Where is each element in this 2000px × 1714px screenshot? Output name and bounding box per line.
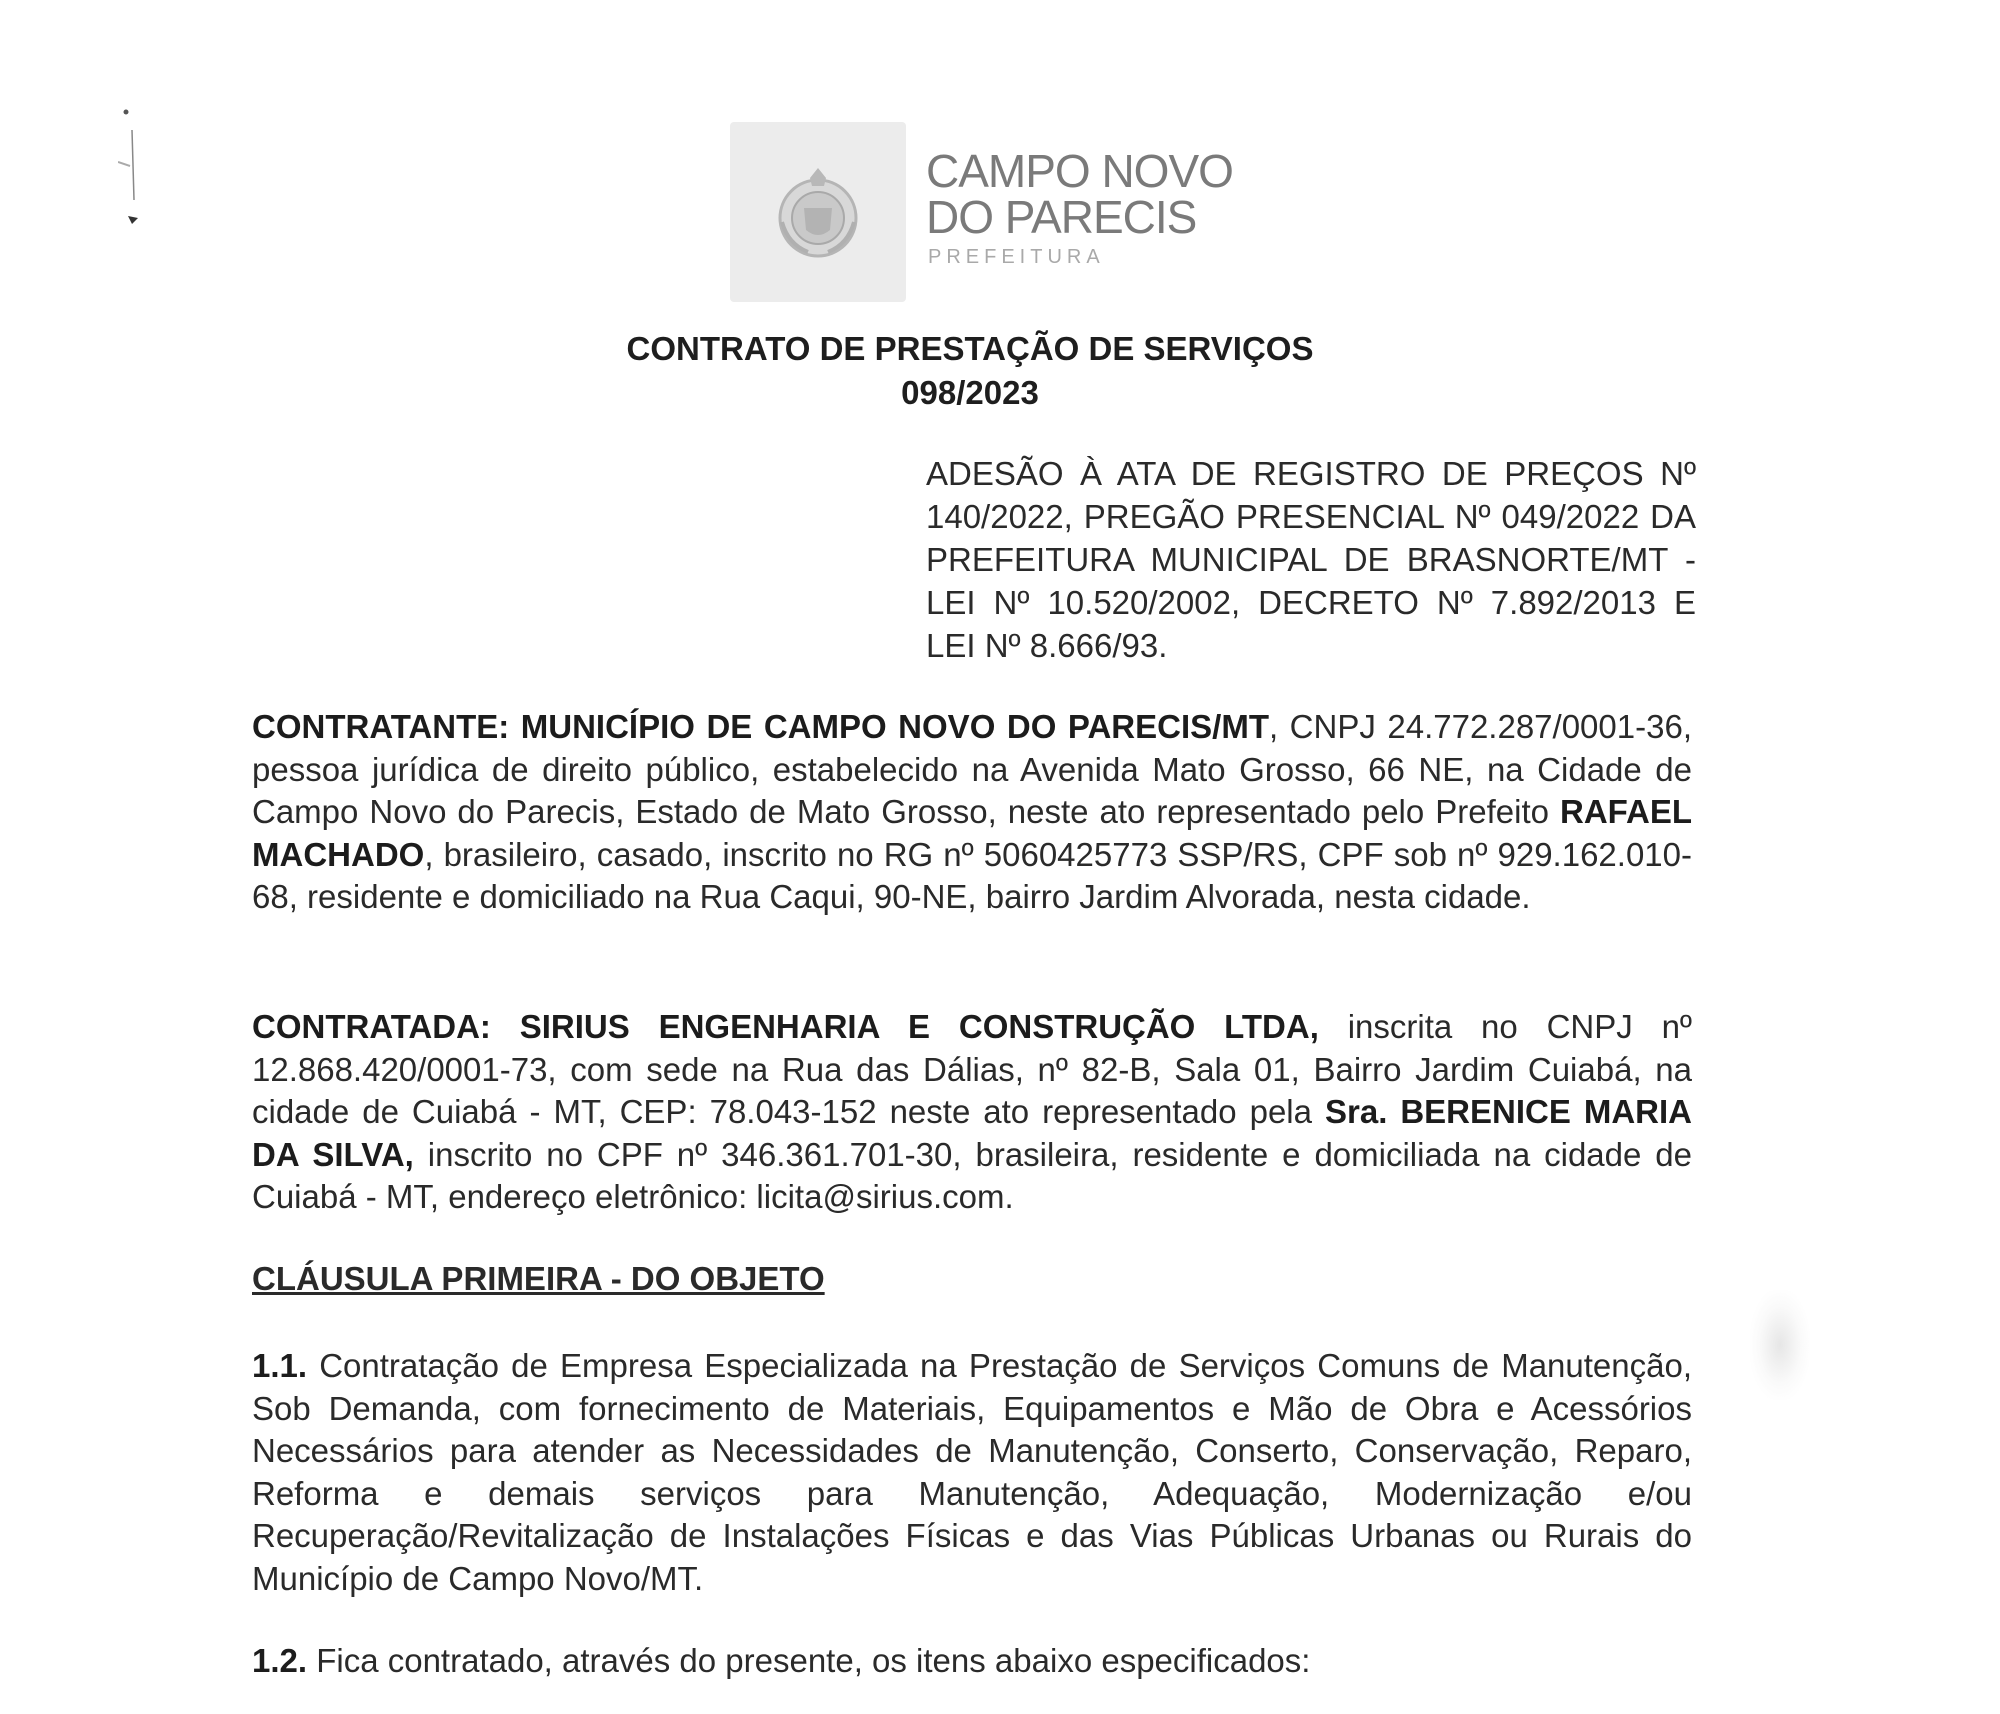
prefeitura-logo [730, 122, 1250, 302]
contract-title: CONTRATO DE PRESTAÇÃO DE SERVIÇOS [626, 330, 1314, 367]
logo-city-name [926, 145, 1233, 243]
contratante-label: CONTRATANTE: [252, 708, 510, 745]
contract-number: 098/2023 [901, 374, 1039, 411]
clause-item-1-2 [252, 1640, 1692, 1683]
contratante-entity: MUNICÍPIO DE CAMPO NOVO DO PARECIS/MT [520, 708, 1269, 745]
clause-heading: CLÁUSULA PRIMEIRA - DO OBJETO [252, 1260, 825, 1297]
logo-subtitle: PREFEITURA [928, 246, 1105, 268]
contratante-representative: RAFAEL MACHADO [252, 793, 1692, 873]
contratante-text-b: , brasileiro, casado, inscrito no RG nº 5060425773 SSP/RS, CPF sob nº 929.162.010-68, residente e domiciliado na Rua Caqui, 90-NE, bairro Jardim Alvorada, nesta cidade. [252, 835, 1692, 915]
contratada-representative: Sra. BERENICE MARIA DA SILVA, [252, 1093, 1693, 1173]
scan-mark [118, 100, 148, 240]
clause-item-1-1-text: Contratação de Empresa Especializada na Prestação de Serviços Comuns de Manutenção, Sob Demanda, com fornecimento de Materiais, Equipamentos e Mão de Obra e Acessórios Necessários para atender as Necessidades de Manutenção, Conserto, Conservação, Reparo, Reforma e demais serviços para Manutenção, Adequação, Modernização e/ou Recuperação/Revitalização de Instalações Físicas e das Vias Públicas Urbanas ou Rurais do Município de Campo Novo/MT. [252, 1347, 1692, 1597]
contratada-paragraph [252, 1006, 1692, 1219]
contratada-entity: SIRIUS ENGENHARIA E CONSTRUÇÃO LTDA, [519, 1008, 1319, 1045]
clause-item-1-1 [252, 1345, 1692, 1600]
clause-item-1-2-number: 1.2. [252, 1642, 308, 1679]
contratante-text-a: , CNPJ 24.772.287/0001-36, pessoa jurídica de direito público, estabelecido na Avenida Mato Grosso, 66 NE, na Cidade de Campo Novo do Parecis, Estado de Mato Grosso, neste ato representado pelo Prefeito [252, 708, 1692, 830]
contratada-text-b: inscrito no CPF nº 346.361.701-30, brasileira, residente e domiciliada na cidade de Cuiabá - MT, endereço eletrônico: licita@sirius.com. [252, 1135, 1692, 1215]
coat-of-arms-icon [768, 164, 868, 264]
scan-smudge [1750, 1290, 1810, 1400]
contract-summary: ADESÃO À ATA DE REGISTRO DE PREÇOS Nº 140/2022, PREGÃO PRESENCIAL Nº 049/2022 DA PREFEITURA MUNICIPAL DE BRASNORTE/MT - LEI Nº 10.520/2002, DECRETO Nº 7.892/2013 E LEI Nº 8.666/93. [926, 455, 1696, 664]
contratada-label: CONTRATADA: [252, 1008, 491, 1045]
clause-item-1-1-number: 1.1. [252, 1347, 308, 1384]
logo-line-2: DO PARECIS [926, 191, 1197, 243]
logo-line-1: CAMPO NOVO [926, 145, 1233, 197]
contratada-text-a: inscrita no CNPJ nº 12.868.420/0001-73, com sede na Rua das Dálias, nº 82-B, Sala 01, Bairro Jardim Cuiabá, na cidade de Cuiabá - MT, CEP: 78.043-152 neste ato representado pela [252, 1008, 1692, 1130]
contratante-paragraph [252, 706, 1692, 919]
clause-item-1-2-text: Fica contratado, através do presente, os itens abaixo especificados: [307, 1642, 1311, 1679]
logo-seal-panel [730, 122, 906, 302]
